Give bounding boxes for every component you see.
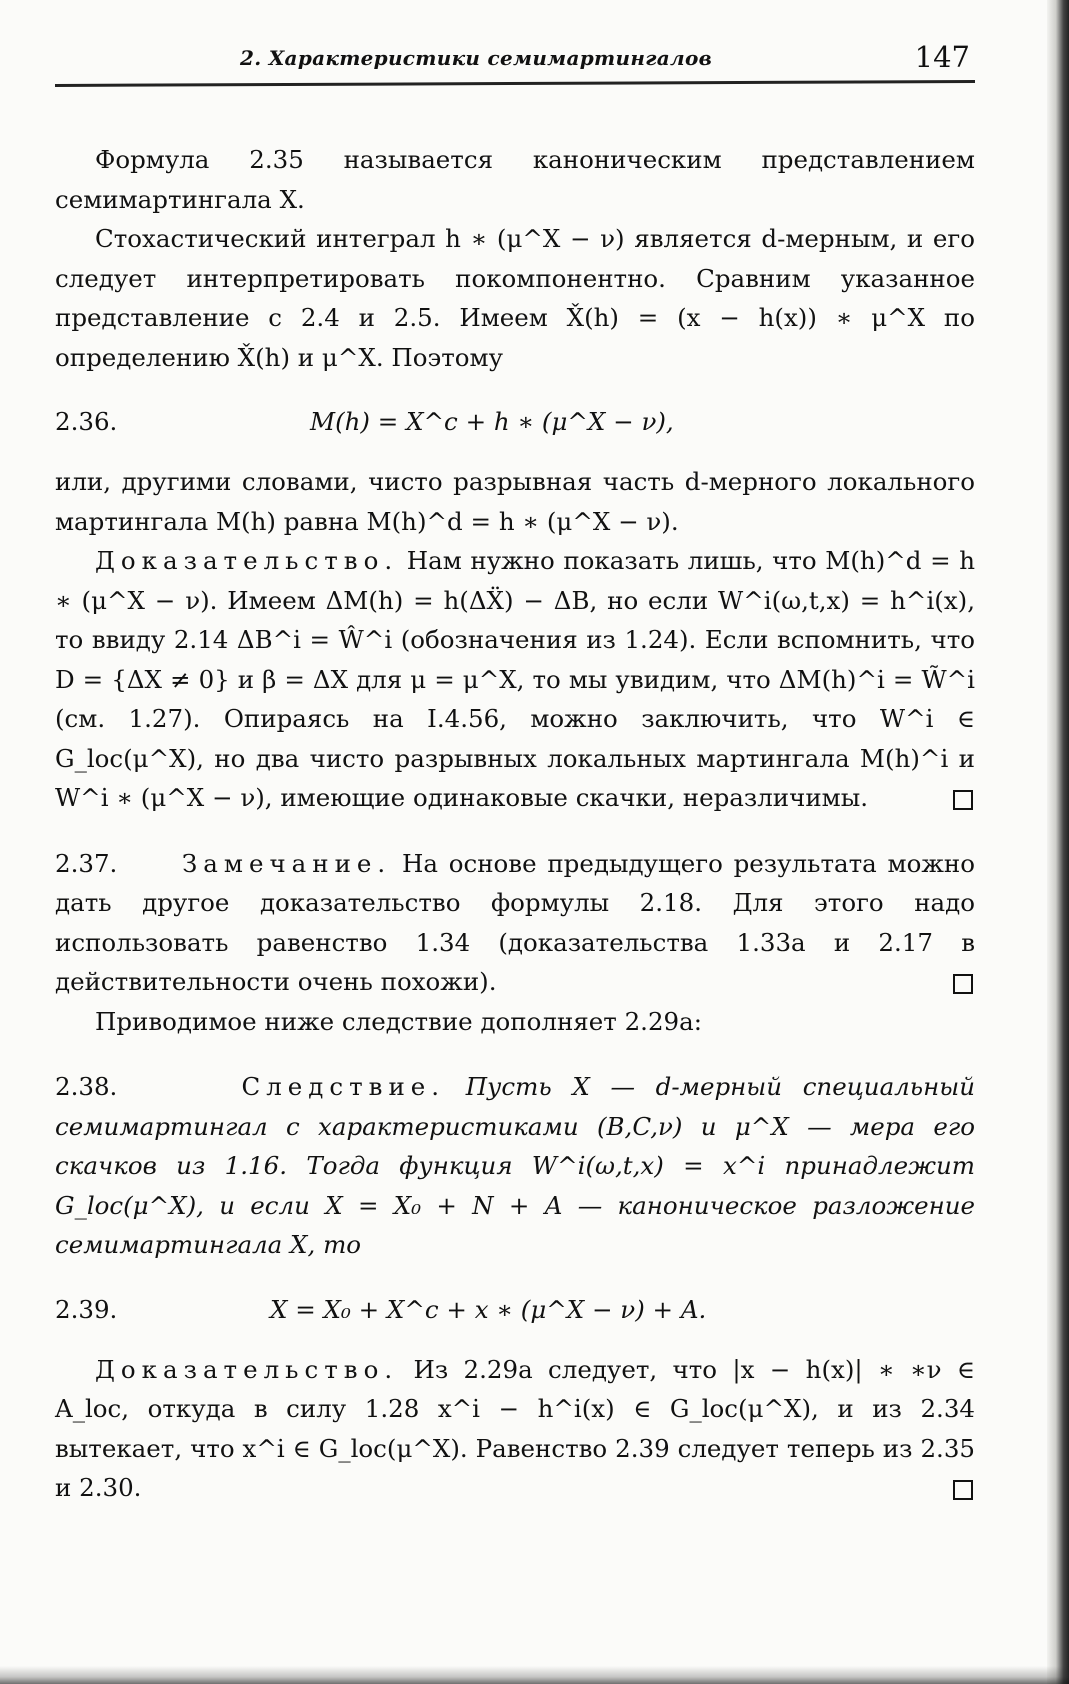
equation-2-36: [55, 402, 975, 442]
proof-label: Доказательство.: [95, 546, 399, 575]
corollary-text: Пусть X — d-мерный специальный семимартингал с характеристиками (B,C,ν) и μ^X — мера его скачков из 1.16. Тогда функция W^i(ω,t,x) = x^i принадлежит G_loc(μ^X), и если X = X₀ + N + A — каноническое разложение семимартингала X, то: [55, 1072, 975, 1259]
qed-square-icon: [953, 1480, 973, 1500]
corollary-label: Следствие.: [241, 1072, 446, 1101]
proof-2: [55, 1350, 975, 1508]
running-title: 2. Характеристики семимартингалов: [240, 46, 713, 70]
paragraph-discontinuous-part: или, другими словами, чисто разрывная часть d-мерного локального мартингала M(h) равна M(h)^d = h ∗ (μ^X − ν).: [55, 467, 975, 536]
remark-number: 2.37.: [55, 848, 118, 878]
paragraph-stochastic-integral: Стохастический интеграл h ∗ (μ^X − ν) является d-мерным, и его следует интерпретировать покомпонентно. Сравним указанное представление с 2.4 и 2.5. Имеем X̌(h) = (x − h(x)) ∗ μ^X по определению X̌(h) и μ^X. Поэтому: [55, 224, 975, 372]
qed-square-icon: [953, 790, 973, 810]
equation-number: 2.39.: [55, 1294, 118, 1324]
remark-2-37: [55, 844, 975, 1002]
scan-edge-shadow: [1047, 0, 1069, 1684]
page-body: [55, 140, 975, 1508]
scan-bottom-shadow: [0, 1666, 1069, 1684]
equation-number: 2.36.: [55, 407, 118, 436]
proof-text: Из 2.29a следует, что |x − h(x)| ∗ ∗ν ∈ A_loc, откуда в силу 1.28 x^i − h^i(x) ∈ G_loc(μ^X), и из 2.34 вытекает, что x^i ∈ G_loc(μ^X). Равенство 2.39 следует теперь из 2.35 и 2.30.: [55, 1354, 975, 1502]
paragraph-canonical-representation: Формула 2.35 называется каноническим представлением семимартингала X.: [55, 145, 975, 214]
corollary-number: 2.38.: [55, 1072, 118, 1101]
proof-label: Доказательство.: [95, 1354, 399, 1384]
equation-formula: M(h) = X^c + h ∗ (μ^X − ν),: [310, 407, 674, 436]
proof-1: [55, 541, 975, 818]
paragraph-corollary-intro: Приводимое ниже следствие дополняет 2.29a:: [95, 1006, 702, 1036]
qed-square-icon: [953, 974, 973, 994]
corollary-2-38: [55, 1067, 975, 1265]
page-header: [55, 40, 970, 84]
remark-label: Замечание.: [182, 848, 392, 878]
page-number: 147: [914, 40, 970, 74]
remark-text: На основе предыдущего результата можно дать другое доказательство формулы 2.18. Для этого надо использовать равенство 1.34 (доказательства 1.33a и 2.17 в действительности очень похожи).: [55, 848, 975, 996]
proof-text: Нам нужно показать лишь, что M(h)^d = h ∗ (μ^X − ν). Имеем ΔM(h) = h(ΔẌ) − ΔB, но если W^i(ω,t,x) = h^i(x), то ввиду 2.14 ΔB^i = Ŵ^i (обозначения из 1.24). Если вспомнить, что D = {ΔX ≠ 0} и β = ΔX для μ = μ^X, то мы увидим, что ΔM(h)^i = W̃^i (см. 1.27). Опираясь на I.4.56, можно заключить, что W^i ∈ G_loc(μ^X), но два чисто разрывных локальных мартингала M(h)^i и W^i ∗ (μ^X − ν), имеющие одинаковые скачки, неразличимы.: [55, 546, 975, 812]
equation-formula: X = X₀ + X^c + x ∗ (μ^X − ν) + A.: [270, 1294, 707, 1324]
equation-2-39: [55, 1290, 975, 1330]
